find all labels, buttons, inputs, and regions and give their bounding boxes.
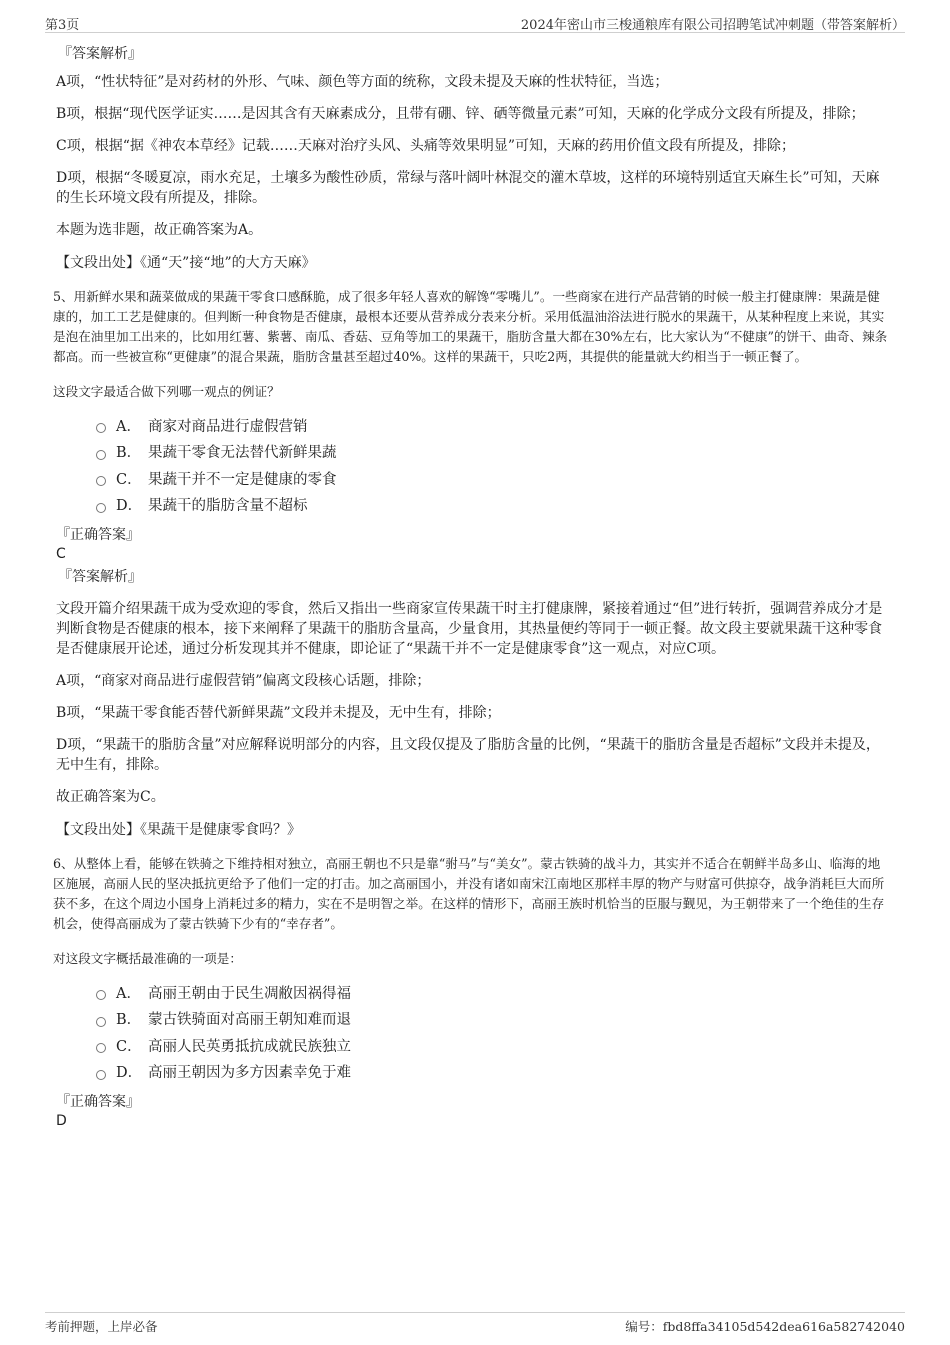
question-5-option-b[interactable]: B． 果蔬干零食无法替代新鲜果蔬 bbox=[96, 439, 888, 466]
page-content bbox=[53, 44, 888, 1130]
question-5-options bbox=[96, 412, 888, 518]
radio-icon[interactable] bbox=[96, 450, 106, 460]
radio-icon[interactable] bbox=[96, 1070, 106, 1080]
analysis-label: 『答案解析』 bbox=[58, 569, 142, 585]
passage-source: 【文段出处】《果蔬干是健康零食吗？》 bbox=[56, 822, 301, 838]
analysis-option-d: D项，“果蔬干的脂肪含量”对应解释说明部分的内容，且文段仅提及了脂肪含量的比例，“果蔬干的脂肪含量是否超标”文段并未提及，无中生有，排除。 bbox=[56, 737, 880, 773]
radio-icon[interactable] bbox=[96, 423, 106, 433]
question-6-option-a[interactable]: A． 高丽王朝由于民生凋敝因祸得福 bbox=[96, 979, 888, 1006]
radio-icon[interactable] bbox=[96, 990, 106, 1000]
question-6-option-b[interactable]: B． 蒙古铁骑面对高丽王朝知难而退 bbox=[96, 1006, 888, 1033]
correct-answer-value: D bbox=[56, 1113, 67, 1129]
analysis-option-b: B项，根据“现代医学证实……是因其含有天麻素成分，且带有硼、锌、硒等微量元素”可知，天麻的化学成分文段有所提及，排除； bbox=[56, 106, 865, 122]
radio-icon[interactable] bbox=[96, 1017, 106, 1027]
question-5-prompt: 这段文字最适合做下列哪一观点的例证？ bbox=[53, 384, 280, 399]
question-6-text: 6、从整体上看，能够在铁骑之下维持相对独立，高丽王朝也不只是靠“驸马”与“美女”。蒙古铁骑的战斗力，其实并不适合在朝鲜半岛多山、临海的地区施展，高丽人民的坚决抵抗更给予了他们一定的打击。加之高丽国小，并没有诸如南宋江南地区那样丰厚的物产与财富可供掠夺，战争消耗巨大而所获不多，在这个周边小国身上消耗过多的精力，实在不是明智之举。在这样的情形下，高丽王族时机恰当的臣服与觐见，为王朝带来了一个绝佳的生存机会，使得高丽成为了蒙古铁骑下少有的“幸存者”。 bbox=[53, 856, 885, 931]
question-5-option-c[interactable]: C． 果蔬干并不一定是健康的零食 bbox=[96, 465, 888, 492]
question-5-option-a[interactable]: A． 商家对商品进行虚假营销 bbox=[96, 412, 888, 439]
correct-answer-value: C bbox=[56, 546, 66, 562]
question-6-options bbox=[96, 979, 888, 1085]
analysis-main: 文段开篇介绍果蔬干成为受欢迎的零食，然后又指出一些商家宣传果蔬干时主打健康牌，紧接着通过“但”进行转折，强调营养成分才是判断食物是否健康的根本，接下来阐释了果蔬干的脂肪含量高，少量食用，其热量便约等同于一顿正餐。故文段主要就果蔬干这种零食是否健康展开论述，通过分析发现其并不健康，即论证了“果蔬干并不一定是健康零食”这一观点，对应C项。 bbox=[56, 601, 883, 657]
passage-source: 【文段出处】《通“天”接“地”的大方天麻》 bbox=[56, 255, 316, 271]
analysis-conclusion: 本题为选非题，故正确答案为A。 bbox=[56, 222, 263, 238]
document-title: 2024年密山市三梭通粮库有限公司招聘笔试冲刺题（带答案解析） bbox=[520, 18, 905, 33]
analysis-option-c: C项，根据“据《神农本草经》记载……天麻对治疗头风、头痛等效果明显”可知，天麻的药用价值文段有所提及，排除； bbox=[56, 138, 796, 154]
analysis-option-a: A项，“性状特征”是对药材的外形、气味、颜色等方面的统称，文段未提及天麻的性状特征，当选； bbox=[56, 74, 669, 90]
radio-icon[interactable] bbox=[96, 1043, 106, 1053]
question-5-text: 5、用新鲜水果和蔬菜做成的果蔬干零食口感酥脆，成了很多年轻人喜欢的解馋“零嘴儿”。一些商家在进行产品营销的时候一般主打健康牌：果蔬是健康的，加工工艺是健康的。但判断一种食物是否健康，最根本还要从营养成分表来分析。采用低温油浴法进行脱水的果蔬干，从某种程度上来说，其实是泡在油里加工出来的，比如用红薯、紫薯、南瓜、香菇、豆角等加工的果蔬干，脂肪含量大都在30%左右，比大家认为“不健康”的饼干、曲奇、辣条都高。而一些被宣称“更健康”的混合果蔬，脂肪含量甚至超过40%。这样的果蔬干，只吃2两，其提供的能量就大约相当于一顿正餐了。 bbox=[53, 289, 888, 364]
analysis-conclusion: 故正确答案为C。 bbox=[56, 789, 165, 805]
analysis-label: 『答案解析』 bbox=[58, 46, 142, 62]
page-number: 第3页 bbox=[45, 18, 80, 33]
question-6-prompt: 对这段文字概括最准确的一项是： bbox=[53, 951, 242, 966]
analysis-option-a: A项，“商家对商品进行虚假营销”偏离文段核心话题，排除； bbox=[56, 673, 431, 689]
correct-answer-label: 『正确答案』 bbox=[56, 1094, 140, 1110]
page-footer bbox=[45, 1312, 905, 1335]
analysis-option-d: D项，根据“冬暖夏凉，雨水充足，土壤多为酸性砂质，常绿与落叶阔叶林混交的灌木草坡，这样的环境特别适宜天麻生长”可知，天麻的生长环境文段有所提及，排除。 bbox=[56, 170, 880, 206]
question-6-option-d[interactable]: D． 高丽王朝因为多方因素幸免于难 bbox=[96, 1059, 888, 1086]
analysis-option-b: B项，“果蔬干零食能否替代新鲜果蔬”文段并未提及，无中生有，排除； bbox=[56, 705, 501, 721]
question-5-option-d[interactable]: D． 果蔬干的脂肪含量不超标 bbox=[96, 492, 888, 519]
correct-answer-label: 『正确答案』 bbox=[56, 527, 140, 543]
radio-icon[interactable] bbox=[96, 476, 106, 486]
page-header bbox=[45, 12, 905, 33]
footer-slogan: 考前押题，上岸必备 bbox=[45, 1319, 158, 1334]
radio-icon[interactable] bbox=[96, 503, 106, 513]
document-id: 编号：fbd8ffa34105d542dea616a582742040 bbox=[625, 1319, 905, 1334]
question-6-option-c[interactable]: C． 高丽人民英勇抵抗成就民族独立 bbox=[96, 1032, 888, 1059]
